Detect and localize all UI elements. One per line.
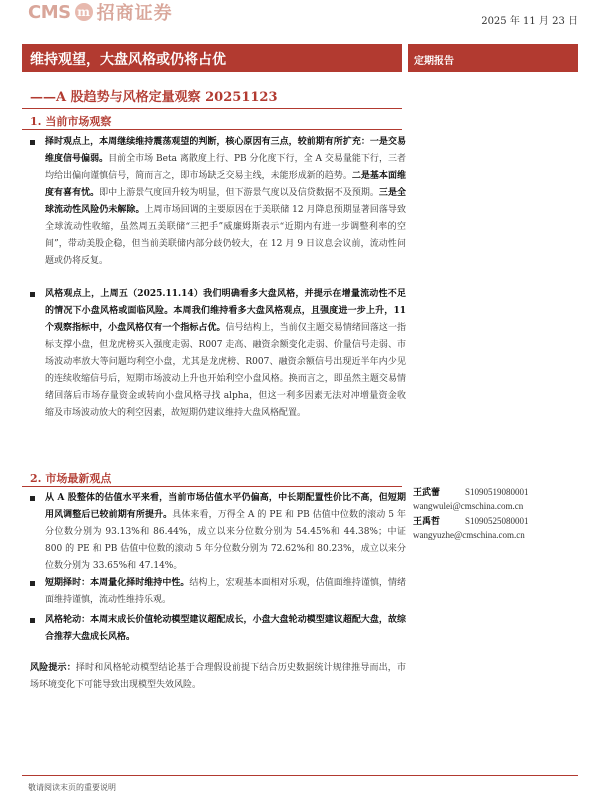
valuation-rest: 具体来看，万得全 A 的 PE 和 PB 估值中位数的滚动 5 年分位数分别为 93.13%和 86.44%，成立以来分位数分别为 54.45%和 44.38%；中证 800 的 PE 和 PB 估值中位数的滚动 5 年分位数分别为 72.62%和 80.23%，成立以来分位数分别为 33.65%和 47.14%。 [45,510,406,571]
rotation-lead: 风格轮动：本周末成长价值轮动模型建议超配成长，小盘大盘轮动模型建议超配大盘，故综合推荐大盘成长风格。 [45,615,406,642]
section1-divider [22,129,402,130]
bullet-valuation [30,490,406,575]
logo-latin-text: CMS [28,1,71,23]
page-header [0,0,600,30]
bullet-style-rotation [30,612,406,646]
style-rest: 信号结构上，当前仅主题交易情绪回落这一指标支撑小盘，但龙虎榜买入强度走弱、R007 走高、融资余额变化走弱、价量信号走弱、市场波动率放大等问题均利空小盘，尤其是龙虎榜、R007、融资余额信号出现近半年内少见的连续收缩信号后，短期市场波动上升也开始利空小盘风格。换而言之，即虽然主题交易情绪回落后市场存量资金或转向小盘风格寻找 alpha，但这一利多因素无法对冲增量资金收缩及市场波动放大的利空因素，故短期仍建议维持大盘风格配置。 [45,323,406,418]
timing-bold3: 三是全球流动性风险仍未解除。 [45,188,406,215]
timing-bold2: 二是基本面维度有喜有忧。 [45,171,406,198]
analyst-card [413,486,593,513]
analyst-email[interactable]: wangwulei@cmschina.com.cn [413,501,524,511]
timing-part2: 即中上游景气度回升较为明显，但下游景气度以及信贷数据不及预期。 [99,188,379,198]
report-type-label: 定期报告 [414,56,454,67]
logo-chinese-text: 招商证券 [96,3,173,24]
risk-label: 风险提示： [30,663,76,673]
footer-disclaimer-note: 敬请阅读末页的重要说明 [28,783,116,792]
analyst-license-id: S1090519080001 [465,487,529,497]
timing-part1: 目前全市场 Beta 离散度上行、PB 分化度下行，全 A 交易量能下行，三者均给出偏向谨慎信号，简而言之，即市场缺乏交易主线，未能形成新的趋势。 [45,154,406,181]
analyst-email[interactable]: wangyuzhe@cmschina.com.cn [413,530,525,540]
footer-divider [22,775,578,776]
section2-divider [22,486,402,487]
subtitle-divider [22,108,402,109]
report-subtitle: ——A 股趋势与风格定量观察 20251123 [30,90,278,105]
timing-lead: 择时观点上，本周继续维持震荡观望的判断，核心原因有三点，较前期有所扩充：一是交易维度信号偏弱。 [45,137,406,164]
side-banner [408,44,578,72]
analyst-name: 王禹哲 [413,517,441,527]
timing-part3: 上周市场回调的主要原因在于美联储 12 月降息预期显著回落导致全球流动性收缩，虽然周五美联储“三把手”威廉姆斯表示“近期内有进一步调整利率的空间”，带动美股企稳，但当前美联储内部分歧仍较大，在 12 月 9 日议息会议前，流动性问题或仍将反复。 [45,205,406,266]
bullet-timing-view [30,134,406,270]
short-timing-rest: 结构上，宏观基本面相对乐观，估值面维持谨慎，情绪面维持谨慎，流动性维持乐观。 [45,578,406,605]
company-logo [28,2,173,22]
section-heading-market-observation: 1. 当前市场观察 [30,115,112,128]
bullet-short-term-timing [30,575,406,609]
short-timing-lead: 短期择时：本周量化择时维持中性。 [45,578,190,588]
report-date: 2025 年 11 月 23 日 [481,16,578,27]
analyst-name: 王武蕾 [413,488,441,498]
risk-warning [30,660,406,694]
title-banner [22,44,402,72]
valuation-lead: 从 A 股整体的估值水平来看，当前市场估值水平仍偏高，中长期配置性价比不高，但短期用风调整后已较前期有所提升。 [45,493,406,520]
analyst-card [413,515,593,542]
report-title: 维持观望，大盘风格或仍将占优 [30,52,226,68]
style-lead: 风格观点上，上周五（2025.11.14）我们明确看多大盘风格，并提示在增量流动性不足的情况下小盘风格或面临风险。本周我们维持看多大盘风格观点，且强度进一步上升，11 个观察指标中，小盘风格仅有一个指标占优。 [45,289,406,333]
section-heading-latest-views: 2. 市场最新观点 [30,472,112,485]
bullet-style-view [30,286,406,422]
analyst-license-id: S1090525080001 [465,516,529,526]
logo-emblem-icon: m [75,3,93,21]
risk-text: 择时和风格轮动模型结论基于合理假设前提下结合历史数据统计规律推导而出，市场环境变化下可能导致出现模型失效风险。 [30,663,406,690]
